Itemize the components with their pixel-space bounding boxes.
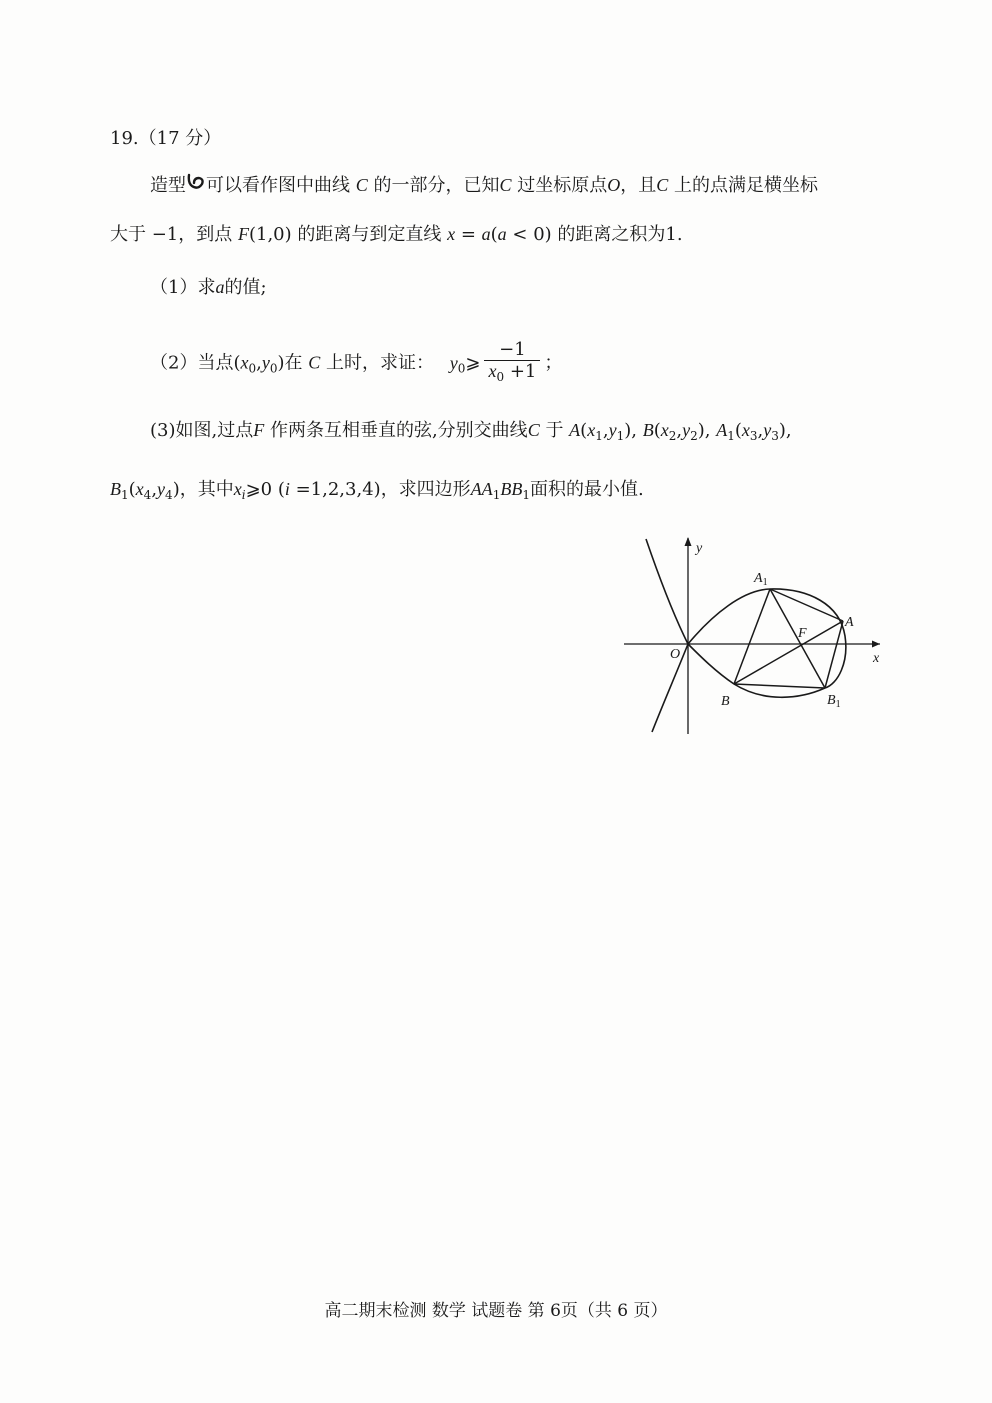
subscript: i	[241, 488, 246, 502]
stem-text: 的一部分，已知	[373, 175, 500, 196]
point-B1-label	[827, 693, 841, 710]
part-3-line-1: (3)如图,过点F 作两条互相垂直的弦,分别交曲线C 于 $A(x_1,y_1)$, $B(x_2,y_2)$, $A_1(x_3,y_3)$,	[150, 420, 792, 443]
subscript: 2	[668, 429, 677, 443]
curve-C-symbol: C	[527, 420, 540, 440]
point-A-label: A	[845, 615, 854, 630]
quad-name: BB	[500, 479, 523, 499]
x-axis-label: x	[873, 651, 880, 666]
problem-score: （17 分）	[138, 128, 222, 149]
part-2-text: 在	[284, 352, 303, 374]
y-axis-label: y	[696, 541, 703, 556]
subscript: 2	[690, 429, 698, 443]
chord-A-B	[734, 621, 843, 684]
point-B1-letter: B	[827, 693, 836, 708]
focus-F-symbol: F	[253, 420, 265, 440]
curl-shape-icon	[186, 173, 206, 198]
stem-text: ，且	[620, 175, 657, 196]
part-1-label: （1）求	[150, 277, 216, 298]
index-range: =1,2,3,4	[289, 479, 374, 500]
point-B: B	[642, 420, 654, 440]
part-1	[150, 275, 267, 300]
part-3-text: ，求四边形	[380, 479, 471, 500]
var-y: y	[608, 420, 617, 440]
var-y: y	[763, 420, 772, 440]
stem-text: 的距离之积为1.	[551, 224, 683, 245]
subscript: 0	[457, 361, 466, 376]
part-3-text: 于	[545, 420, 564, 441]
var-y: y	[261, 352, 270, 373]
part-3-text: 作两条互相垂直的弦,分别交曲线	[269, 420, 528, 441]
problem-header	[110, 127, 221, 151]
side-B1-B	[734, 684, 825, 688]
curve-C-symbol: C	[308, 352, 321, 373]
var-x: x	[233, 479, 242, 499]
page-footer: 高二期末检测 数学 试题卷 第 6页（共 6 页）	[324, 1301, 668, 1321]
stem-text: 的距离与到定直线	[291, 224, 448, 245]
equals: =	[455, 224, 482, 245]
subscript: 0	[269, 361, 278, 376]
var-x: x	[240, 352, 249, 373]
y-axis-arrow-icon	[685, 537, 692, 546]
curve-C-symbol: C	[355, 175, 368, 195]
focus-F-symbol: F	[237, 224, 249, 244]
stem-text: 造型	[150, 175, 186, 196]
point-A: A	[569, 420, 581, 440]
point-B-label: B	[721, 694, 730, 709]
focus-coords: (1,0)	[248, 224, 292, 245]
paren: (	[490, 224, 498, 245]
subscript: 1	[121, 488, 129, 502]
subscript: 1	[522, 488, 530, 502]
curve-C-symbol: C	[656, 175, 669, 195]
var-x: x	[488, 361, 497, 381]
point-A1-letter: A	[754, 571, 763, 586]
curve-C-left-branch	[646, 539, 688, 732]
focus-F-label: F	[798, 626, 807, 641]
part-3-text: ，其中	[179, 479, 234, 500]
curve-C-loop	[688, 589, 846, 697]
comma: ,	[256, 352, 262, 374]
punct: ；	[544, 352, 563, 374]
x-axis-arrow-icon	[872, 641, 880, 648]
fraction-numerator: −1	[484, 340, 540, 361]
separator: ),	[624, 420, 637, 441]
part-2	[150, 340, 562, 387]
part-1-text: 的值;	[224, 277, 267, 298]
var-a: a	[481, 224, 491, 244]
part-2-text: 上时，求证：	[326, 352, 435, 374]
part-3-text: 面积的最小值.	[529, 479, 644, 500]
stem-line-2	[110, 222, 683, 247]
var-x: x	[741, 420, 750, 440]
subscript: 4	[143, 488, 152, 502]
var-y: y	[682, 420, 691, 440]
origin-label: O	[670, 647, 681, 662]
point-B1: B	[110, 479, 121, 499]
condition: < 0)	[506, 224, 552, 245]
geq-symbol: ⩾	[465, 352, 481, 374]
paren: (	[233, 352, 241, 374]
stem-text: 大于 −1，到点	[110, 224, 238, 245]
subscript: 1	[492, 488, 501, 502]
subscript: 3	[771, 429, 779, 443]
var-x: x	[447, 224, 456, 244]
var-y: y	[449, 352, 458, 373]
side-A-B1	[825, 621, 843, 688]
curve-C-symbol: C	[499, 175, 512, 195]
subscript: 0	[496, 370, 505, 384]
point-A1: A	[716, 420, 728, 440]
var-i: i	[284, 479, 290, 499]
stem-text: 可以看作图中曲线	[206, 175, 350, 196]
geq-zero: ⩾0	[245, 479, 273, 500]
point-B1-sub: 1	[835, 699, 841, 710]
stem-text: 过坐标原点	[517, 175, 608, 196]
paren: (	[580, 420, 588, 441]
subscript: 4	[165, 488, 173, 502]
part-3-line-2: $B_1(x_4,y_4)$，其中$x_i⩾0$ (i =1,2,3,4)，求四边形$AA_1BB_1$面积的最小值.	[110, 479, 644, 502]
part-3-label: (3)如图,过点	[150, 420, 254, 441]
subscript: 0	[248, 361, 257, 376]
point-A1-sub: 1	[762, 577, 768, 588]
quad-name: AA	[470, 479, 493, 499]
side-B-A1	[734, 589, 770, 684]
var-x: x	[587, 420, 596, 440]
paren: )	[277, 352, 285, 374]
var-a: a	[497, 224, 507, 244]
fraction	[484, 340, 540, 387]
fraction-denominator	[484, 361, 540, 387]
subscript: 1	[616, 429, 625, 443]
curve-figure	[618, 534, 888, 739]
stem-line-1	[150, 173, 818, 198]
part-2-label: （2）当点	[150, 352, 234, 374]
var-x: x	[135, 479, 144, 499]
point-A1-label	[753, 571, 768, 588]
problem-number: 19.	[110, 128, 139, 149]
var-y: y	[157, 479, 166, 499]
origin-symbol: O	[607, 175, 621, 195]
var-x: x	[660, 420, 669, 440]
denominator-rest: +1	[504, 361, 537, 382]
stem-text: 上的点满足横坐标	[673, 175, 818, 196]
subscript: 1	[595, 429, 603, 443]
subscript: 1	[727, 429, 735, 443]
var-a: a	[215, 277, 225, 297]
subscript: 3	[749, 429, 758, 443]
